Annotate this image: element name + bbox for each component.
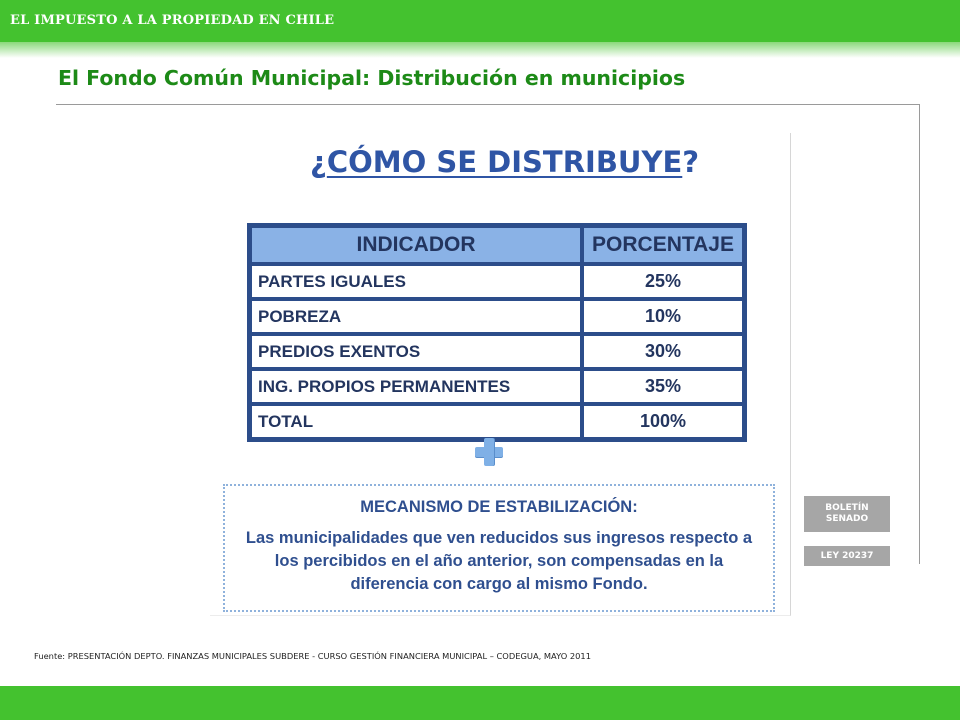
percentage-cell: 10% <box>582 299 744 334</box>
mechanism-title: MECANISMO DE ESTABILIZACIÓN: <box>360 498 638 516</box>
column-header-porcentaje: PORCENTAJE <box>582 226 744 264</box>
table-header-row <box>250 226 744 264</box>
bottom-banner <box>0 686 960 720</box>
column-header-indicador: INDICADOR <box>250 226 582 264</box>
heading-underlined-text: CÓMO SE DISTRIBUYE <box>326 145 683 179</box>
table-total-row <box>250 404 744 439</box>
boletin-label-line2: SENADO <box>825 514 869 524</box>
boletin-label-line1: BOLETÍN <box>825 503 869 513</box>
source-citation: Fuente: PRESENTACIÓN DEPTO. FINANZAS MUNICIPALES SUBDERE - CURSO GESTIÓN FINANCIERA MUNICIPAL – CODEGUA, MAYO 2011 <box>34 651 591 661</box>
top-banner-fade <box>0 42 960 58</box>
table-row <box>250 264 744 299</box>
indicator-cell: TOTAL <box>250 404 582 439</box>
percentage-cell: 25% <box>582 264 744 299</box>
indicator-cell: ING. PROPIOS PERMANENTES <box>250 369 582 404</box>
ley-20237-button[interactable]: LEY 20237 <box>804 546 890 566</box>
percentage-cell: 30% <box>582 334 744 369</box>
mechanism-description: Las municipalidades que ven reducidos sus ingresos respecto a los percibidos en el año anterior, son compensadas en la diferencia con cargo al mismo Fondo. <box>245 529 753 593</box>
indicator-cell: POBREZA <box>250 299 582 334</box>
boletin-senado-button[interactable] <box>804 496 890 532</box>
heading-suffix: ? <box>682 145 700 179</box>
table-row <box>250 369 744 404</box>
title-divider <box>56 104 920 105</box>
percentage-cell: 100% <box>582 404 744 439</box>
indicator-cell: PARTES IGUALES <box>250 264 582 299</box>
plus-icon <box>475 438 503 466</box>
slide-title: El Fondo Común Municipal: Distribución en municipios <box>58 66 686 90</box>
heading-prefix: ¿ <box>310 145 327 179</box>
distribution-table <box>247 223 747 442</box>
table-row <box>250 334 744 369</box>
banner-title: EL IMPUESTO A LA PROPIEDAD EN CHILE <box>10 13 335 28</box>
percentage-cell: 35% <box>582 369 744 404</box>
stabilization-mechanism-box <box>223 484 775 612</box>
indicator-cell: PREDIOS EXENTOS <box>250 334 582 369</box>
table-row <box>250 299 744 334</box>
right-divider <box>919 104 920 564</box>
embedded-slide-image <box>210 133 791 616</box>
distribution-heading <box>310 145 700 179</box>
